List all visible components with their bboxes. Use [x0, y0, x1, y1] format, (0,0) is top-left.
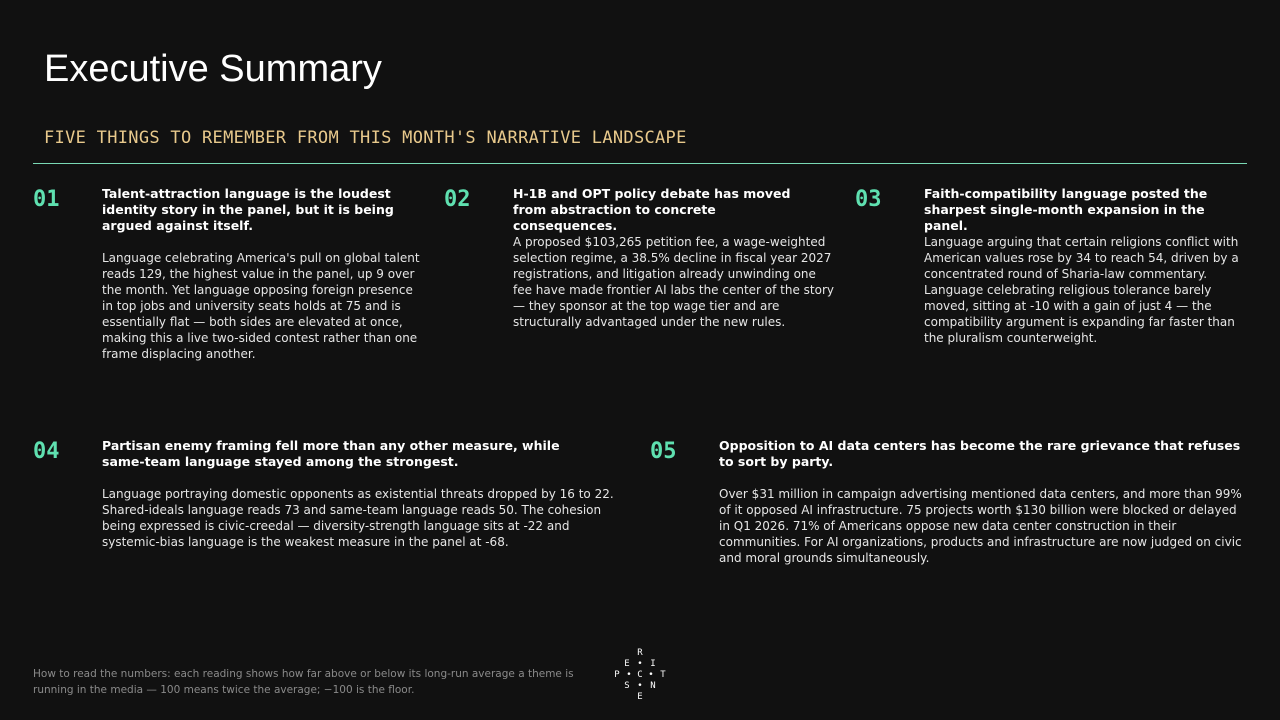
brand-logo — [612, 644, 668, 704]
summary-item-03 — [855, 186, 1255, 376]
logo-dot: • — [637, 659, 643, 669]
logo-letter: P — [614, 670, 620, 680]
footer-note: How to read the numbers: each reading shows how far above or below its long-run average a theme is running in the media — 100 means twice the average; −100 is the floor. — [33, 668, 574, 696]
logo-letter: S — [624, 681, 630, 691]
logo-letter: I — [650, 659, 656, 669]
summary-item-01 — [33, 186, 433, 376]
item-body: Language portraying domestic opponents as existential threats dropped by 16 to 22. Shared-ideals language reads 73 and same-team language reads 50. The cohesion being expressed is civic-creedal — diversity-strength language sits at -22 and systemic-bias language is the weakest measure in the panel at -68. — [102, 487, 614, 549]
divider-rule — [33, 163, 1247, 164]
logo-letter: E — [637, 692, 643, 702]
logo-dot: • — [626, 670, 632, 680]
summary-item-02 — [444, 186, 844, 376]
item-number: 03 — [855, 187, 882, 212]
item-number: 02 — [444, 187, 471, 212]
item-number: 04 — [33, 439, 60, 464]
logo-dot: • — [648, 670, 654, 680]
item-body: Language arguing that certain religions conflict with American values rose by 34 to reach 54, driven by a concentrated round of Sharia-law commentary. Language celebrating religious tolerance barely moved, sitting at -10 with a gain of just 4 — the compatibility argument is expanding far faster than the pluralism counterweight. — [924, 235, 1239, 345]
item-heading: Faith-compatibility language posted the sharpest single-month expansion in the panel. — [924, 186, 1208, 233]
slide-subtitle: FIVE THINGS TO REMEMBER FROM THIS MONTH'S NARRATIVE LANDSCAPE — [44, 128, 687, 148]
item-heading: Talent-attraction language is the loudest identity story in the panel, but it is being argued against itself. — [102, 186, 394, 233]
item-body: A proposed $103,265 petition fee, a wage-weighted selection regime, a 38.5% decline in fiscal year 2027 registrations, and litigation already unwinding one fee have made frontier AI labs the center of the story — they sponsor at the top wage tier and are structurally advantaged under the new rules. — [513, 235, 835, 329]
item-heading: Opposition to AI data centers has become the rare grievance that refuses to sort by party. — [719, 438, 1241, 469]
summary-item-04 — [33, 438, 633, 568]
logo-letter: T — [660, 670, 666, 680]
item-heading: H-1B and OPT policy debate has moved from abstraction to concrete consequences. — [513, 186, 791, 233]
summary-item-05 — [650, 438, 1250, 578]
logo-dot: • — [637, 681, 643, 691]
logo-letter: N — [650, 681, 656, 691]
item-number: 05 — [650, 439, 677, 464]
item-body: Over $31 million in campaign advertising mentioned data centers, and more than 99% of it opposed AI infrastructure. 75 projects worth $130 billion were blocked or delayed in Q1 2026. 71% of Americans oppose new data center construction in their communities. For AI organizations, products and infrastructure are now judged on civic and moral grounds simultaneously. — [719, 487, 1242, 565]
logo-letter: C — [637, 670, 643, 680]
slide-title: Executive Summary — [44, 48, 382, 90]
item-body: Language celebrating America's pull on global talent reads 129, the highest value in the panel, up 9 over the month. Yet language opposing foreign presence in top jobs and university seats holds at 75 and is essentially flat — both sides are elevated at once, making this a live two-sided contest rather than one frame displacing another. — [102, 251, 420, 361]
item-heading: Partisan enemy framing fell more than any other measure, while same-team language stayed among the strongest. — [102, 438, 560, 469]
item-number: 01 — [33, 187, 60, 212]
logo-letter: E — [624, 659, 630, 669]
logo-letter: R — [637, 648, 643, 658]
